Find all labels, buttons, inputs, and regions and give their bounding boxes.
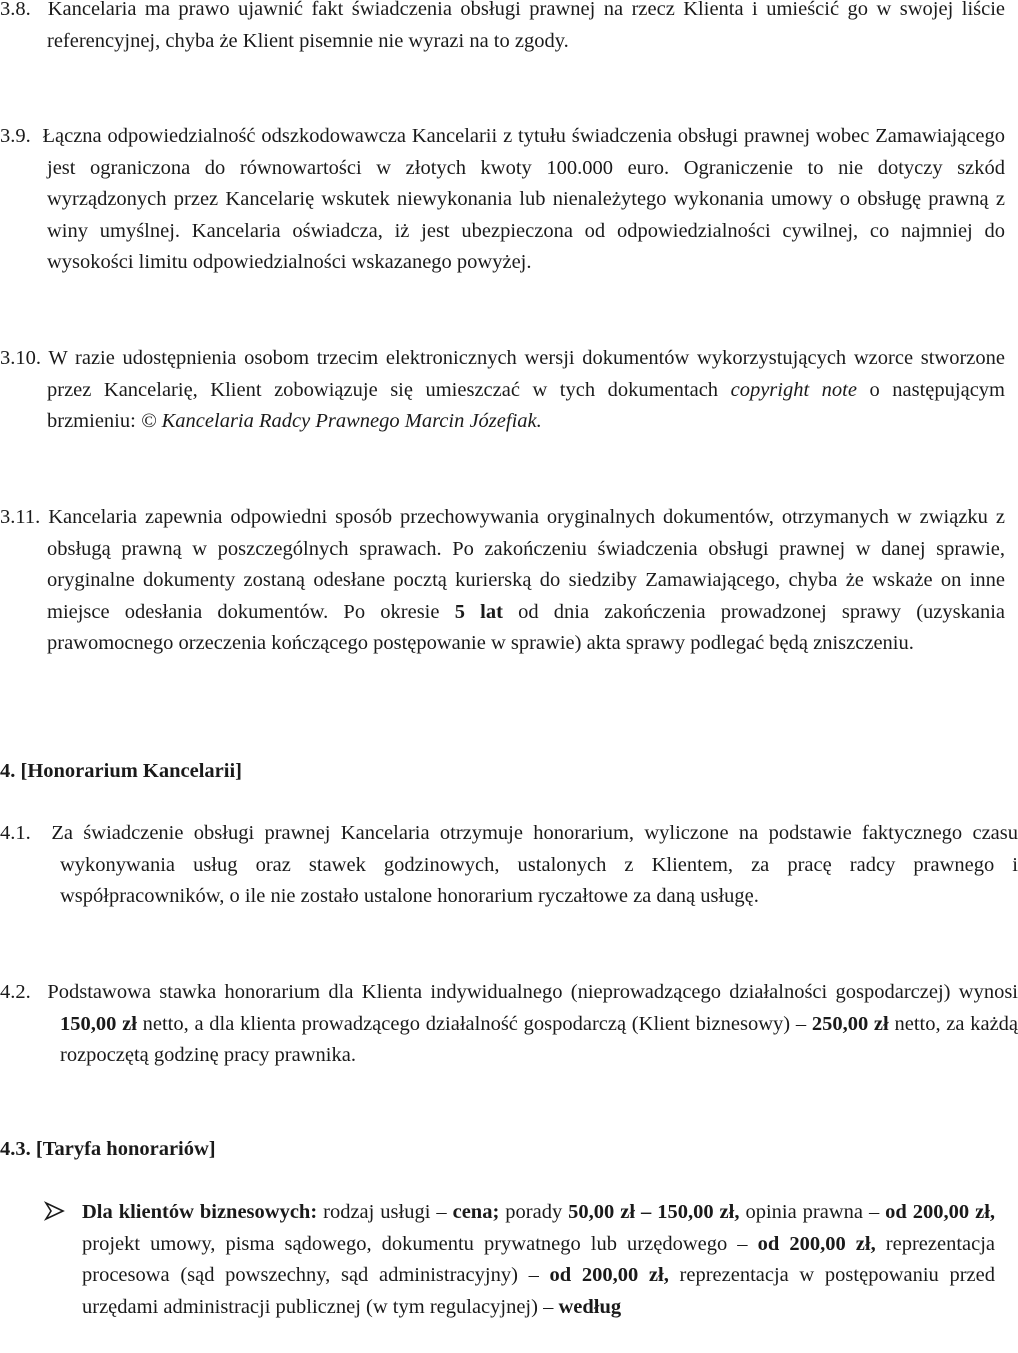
- paragraph-3-11: [0, 502, 1005, 660]
- copyright-note-term: copyright note: [730, 378, 857, 401]
- paragraph-3-9: [0, 121, 1005, 279]
- fee-bold: cena;: [452, 1201, 500, 1223]
- paragraph-text: Łączna odpowiedzialność odszkodowawcza Kancelarii z tytułu świadczenia obsługi prawnej wobec Zamawiającego jest ograniczona do równowartości w złotych kwoty 100.000 euro. Ograniczenie to nie dotyczy szkód wyrządzonych przez Kancelarię wskutek niewykonania lub nienależytego wykonania umowy o obsługę prawną z winy umyślnej. Kancelaria oświadcza, iż jest ubezpieczona od odpowiedzialności cywilnej, co najmniej do wysokości limitu odpowiedzialności wskazanego powyżej.: [42, 125, 1005, 273]
- paragraph-4-2: [0, 977, 1018, 1072]
- fee-text: reprezentacja w postępowaniu przed urzędami administracji publicznej (w tym regulacyjnej) –: [82, 1264, 995, 1318]
- paragraph-3-10: [0, 343, 1005, 438]
- paragraph-number: 3.11.: [0, 506, 41, 528]
- fee-bold: od 200,00 zł,: [885, 1201, 996, 1223]
- copyright-notice: © Kancelaria Radcy Prawnego Marcin Józefiak.: [140, 410, 542, 432]
- section-heading-4-3: 4.3. [Taryfa honorariów]: [0, 1138, 216, 1160]
- paragraph-text: Za świadczenie obsługi prawnej Kancelaria otrzymuje honorarium, wyliczone na podstawie faktycznego czasu wykonywania usług oraz stawek godzinowych, ustalonych z Klientem, za pracę radcy prawnego i współpracowników, o ile nie zostało ustalone honorarium ryczałtowe za daną usługę.: [51, 822, 1018, 907]
- paragraph-text-continued: od dnia zakończenia prowadzonej sprawy (uzyskania prawomocnego orzeczenia kończącego postępowanie w sprawie) akta sprawy podlegać będą zniszczeniu.: [47, 600, 1006, 654]
- paragraph-text: W razie udostępnienia osobom trzecim elektronicznych wersji dokumentów wykorzystujących wzorce stworzone przez Kancelarię, Klient zobowiązuje się umieszczać w tych dokumentach: [47, 347, 1006, 401]
- paragraph-number: 4.2.: [0, 981, 31, 1003]
- paragraph-text: Podstawowa stawka honorarium dla Klienta indywidualnego (nieprowadzącego działalności gospodarczej) wynosi: [47, 981, 1018, 1003]
- fee-bold: 50,00 zł – 150,00 zł,: [568, 1201, 740, 1223]
- paragraph-text-continued: o następującym brzmieniu:: [47, 378, 1005, 432]
- paragraph-number: 4.1.: [0, 822, 31, 844]
- paragraph-3-8: [0, 0, 1005, 57]
- paragraph-text: Kancelaria zapewnia odpowiedni sposób przechowywania oryginalnych dokumentów, otrzymanych w związku z obsługą prawną w poszczególnych sprawach. Po zakończeniu świadczenia obsługi prawnej w danej sprawie, oryginalne dokumenty zostaną odesłane pocztą kurierską do siedziby Zamawiającego, chyba że wskaże on inne miejsce odesłania dokumentów. Po okresie: [47, 506, 1005, 623]
- fee-text: opinia prawna –: [745, 1201, 880, 1223]
- paragraph-text-end: netto, za każdą rozpoczętą godzinę pracy prawnika.: [60, 1012, 1018, 1066]
- fee-text: rodzaj usługi –: [323, 1201, 447, 1223]
- paragraph-number: 3.8.: [0, 0, 31, 20]
- paragraph-text: Kancelaria ma prawo ujawnić fakt świadczenia obsługi prawnej na rzecz Klienta i umieścić go w swojej liście referencyjnej, chyba że Klient pisemnie nie wyrazi na to zgody.: [47, 0, 1006, 52]
- paragraph-4-1: [0, 818, 1018, 913]
- client-category: Dla klientów biznesowych:: [82, 1201, 318, 1223]
- paragraph-text-continued: netto, a dla klienta prowadzącego działalność gospodarczą (Klient biznesowy) –: [142, 1012, 807, 1035]
- arrow-bullet-icon: [45, 1197, 82, 1229]
- individual-rate: 150,00 zł: [60, 1012, 137, 1035]
- fee-bold: od 200,00 zł,: [757, 1232, 876, 1255]
- fee-text: projekt umowy, pisma sądowego, dokumentu prywatnego lub urzędowego –: [82, 1232, 748, 1255]
- fee-bold: według: [558, 1295, 622, 1318]
- retention-period: 5 lat: [454, 600, 503, 623]
- fee-text: porady: [505, 1201, 563, 1223]
- fee-list-item-business: [45, 1197, 995, 1323]
- fee-text: reprezentacja procesowa (sąd powszechny, sąd administracyjny) –: [82, 1232, 996, 1286]
- fee-bold: od 200,00 zł,: [549, 1264, 669, 1286]
- paragraph-number: 3.10.: [0, 347, 41, 369]
- business-rate: 250,00 zł: [811, 1012, 889, 1035]
- paragraph-number: 3.9.: [0, 125, 31, 147]
- section-heading-4: 4. [Honorarium Kancelarii]: [0, 760, 242, 782]
